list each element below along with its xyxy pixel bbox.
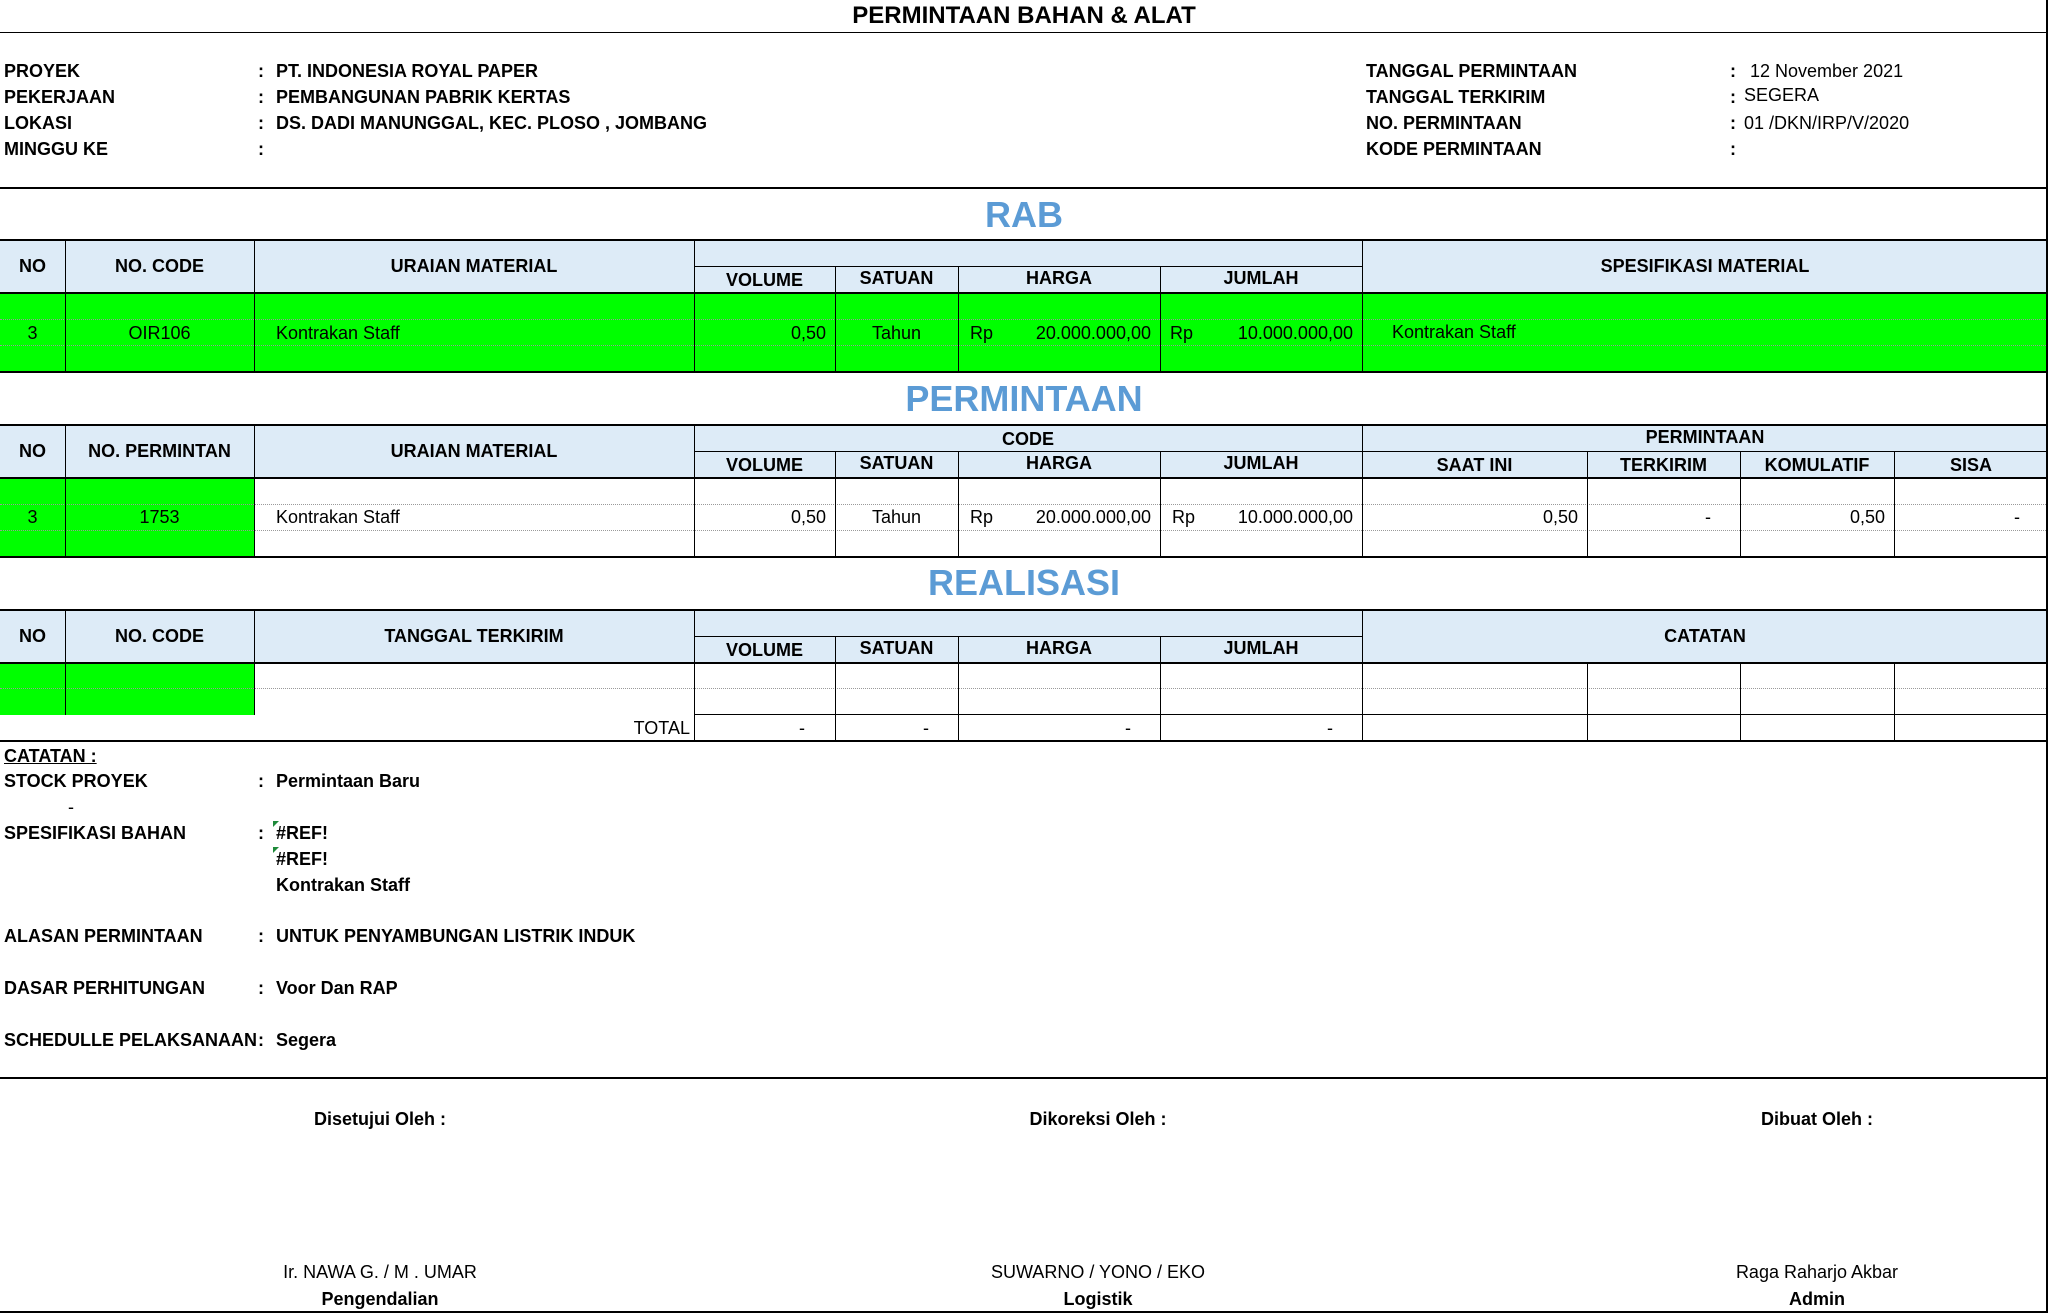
border — [0, 609, 2048, 611]
cell-volume: 0,50 — [790, 507, 826, 527]
sep: : — [258, 771, 264, 791]
sep: : — [258, 926, 264, 946]
cell-harga: 20.000.000,00 — [1035, 507, 1151, 527]
label-tanggal-permintaan: TANGGAL PERMINTAAN — [1366, 61, 1577, 81]
col-header-harga: HARGA — [1026, 638, 1092, 658]
label-stock-proyek: STOCK PROYEK — [4, 771, 148, 791]
col-header-satuan: SATUAN — [859, 268, 934, 288]
cell-no-permintaan: 1753 — [139, 507, 180, 527]
border — [694, 636, 1362, 637]
cell-komulatif: 0,50 — [1849, 507, 1885, 527]
catatan-title: CATATAN : — [4, 746, 97, 766]
col-header-jumlah: JUMLAH — [1223, 268, 1299, 288]
sep: : — [258, 1030, 264, 1050]
cell-harga: 20.000.000,00 — [1035, 323, 1151, 343]
col-header-no-permintaan: NO. PERMINTAN — [88, 441, 231, 461]
page-title: PERMINTAAN BAHAN & ALAT — [852, 2, 1196, 29]
signature-name-dikoreksi: SUWARNO / YONO / EKO — [990, 1262, 1206, 1282]
row-gridline — [0, 319, 2048, 320]
signature-caption-dibuat: Dibuat Oleh : — [1761, 1109, 1873, 1129]
sep: : — [1730, 113, 1736, 133]
sep: : — [258, 113, 264, 133]
cell-uraian: Kontrakan Staff — [276, 507, 400, 527]
cell-satuan: Tahun — [871, 323, 922, 343]
cell-sisa: - — [2014, 507, 2020, 527]
col-header-komulatif: KOMULATIF — [1764, 455, 1870, 475]
cell-jumlah-currency: Rp — [1170, 323, 1194, 343]
border — [694, 240, 695, 372]
border — [694, 266, 1362, 267]
signature-caption-dikoreksi: Dikoreksi Oleh : — [1029, 1109, 1167, 1129]
label-dasar-perhitungan: DASAR PERHITUNGAN — [4, 978, 206, 998]
cell-spesifikasi: Kontrakan Staff — [1392, 322, 1516, 342]
section-title-permintaan: PERMINTAAN — [905, 378, 1143, 419]
col-header-jumlah: JUMLAH — [1223, 638, 1299, 658]
col-header-volume: VOLUME — [725, 640, 803, 660]
border — [1587, 663, 1588, 741]
border — [0, 292, 2048, 294]
col-header-tanggal: TANGGAL TERKIRIM — [384, 626, 564, 646]
col-header-harga: HARGA — [1026, 268, 1092, 288]
sep: : — [258, 139, 264, 159]
border — [0, 371, 2048, 373]
value-spesifikasi-2: #REF! — [276, 849, 329, 869]
cell-error-marker-icon — [273, 821, 279, 827]
label-alasan-permintaan: ALASAN PERMINTAAN — [4, 926, 203, 946]
col-header-no: NO — [19, 256, 46, 276]
sep: : — [1730, 139, 1736, 159]
cell-error-marker-icon — [273, 847, 279, 853]
border — [1894, 663, 1895, 741]
total-harga: - — [1125, 718, 1131, 738]
value-stock-proyek: Permintaan Baru — [276, 771, 421, 791]
border — [694, 714, 2048, 715]
row-gridline — [0, 345, 2048, 346]
col-header-code: NO. CODE — [114, 626, 204, 646]
cell-harga-currency: Rp — [970, 507, 994, 527]
total-satuan: - — [923, 718, 929, 738]
col-header-sisa: SISA — [1949, 455, 1992, 475]
signature-name-disetujui: Ir. NAWA G. / M . UMAR — [283, 1262, 477, 1282]
value-spesifikasi-1: #REF! — [276, 823, 329, 843]
cell-satuan: Tahun — [871, 507, 922, 527]
highlighted-cells-bg — [0, 663, 254, 715]
total-volume: - — [799, 718, 805, 738]
value-alasan-permintaan: UNTUK PENYAMBUNGAN LISTRIK INDUK — [276, 926, 636, 946]
col-group-header-permintaan: PERMINTAAN — [1645, 427, 1765, 447]
cell-jumlah-currency: Rp — [1172, 507, 1196, 527]
cell-volume: 0,50 — [790, 323, 826, 343]
value-pekerjaan: PEMBANGUNAN PABRIK KERTAS — [276, 87, 571, 107]
sep: : — [1730, 61, 1736, 81]
cell-jumlah: 10.000.000,00 — [1237, 323, 1353, 343]
col-header-uraian: URAIAN MATERIAL — [390, 256, 558, 276]
label-kode-permintaan: KODE PERMINTAAN — [1366, 139, 1542, 159]
cell-no: 3 — [27, 323, 38, 343]
col-header-jumlah: JUMLAH — [1223, 453, 1299, 473]
value-lokasi: DS. DADI MANUNGGAL, KEC. PLOSO , JOMBANG — [276, 113, 708, 133]
label-schedule-pelaksanaan: SCHEDULLE PELAKSANAAN — [4, 1030, 258, 1050]
value-stock-sub: - — [68, 797, 74, 817]
col-header-no: NO — [19, 626, 46, 646]
col-header-code: NO. CODE — [114, 256, 204, 276]
col-group-header-code: CODE — [1001, 429, 1054, 449]
border — [0, 239, 2048, 241]
signature-role-dikoreksi: Logistik — [1063, 1289, 1133, 1309]
section-title-rab: RAB — [985, 194, 1063, 235]
col-header-terkirim: TERKIRIM — [1620, 455, 1707, 475]
signature-name-dibuat: Raga Raharjo Akbar — [1735, 1262, 1899, 1282]
signature-role-dibuat: Admin — [1789, 1289, 1845, 1309]
label-spesifikasi-bahan: SPESIFIKASI BAHAN — [4, 823, 187, 843]
sep: : — [258, 87, 264, 107]
border — [694, 451, 2048, 452]
col-header-saat-ini: SAAT INI — [1436, 455, 1513, 475]
col-header-uraian: URAIAN MATERIAL — [390, 441, 558, 461]
divider — [0, 187, 2048, 189]
cell-uraian: Kontrakan Staff — [276, 323, 400, 343]
sep: : — [1730, 87, 1736, 107]
total-jumlah: - — [1327, 718, 1333, 738]
label-proyek: PROYEK — [4, 61, 81, 81]
value-proyek: PT. INDONESIA ROYAL PAPER — [276, 61, 539, 81]
cell-code: OIR106 — [128, 323, 191, 343]
sep: : — [258, 978, 264, 998]
value-dasar-perhitungan: Voor Dan RAP — [276, 978, 398, 998]
col-header-satuan: SATUAN — [859, 638, 934, 658]
label-minggu-ke: MINGGU KE — [4, 139, 109, 159]
cell-no: 3 — [27, 507, 38, 527]
value-no-permintaan: 01 /DKN/IRP/V/2020 — [1744, 113, 1910, 133]
signature-caption-disetujui: Disetujui Oleh : — [313, 1109, 446, 1129]
total-label: TOTAL — [633, 718, 690, 738]
divider — [0, 32, 2048, 33]
sep: : — [258, 823, 264, 843]
label-pekerjaan: PEKERJAAN — [4, 87, 116, 107]
value-tanggal-permintaan: 12 November 2021 — [1750, 61, 1904, 81]
col-header-volume: VOLUME — [725, 270, 803, 290]
cell-saat-ini: 0,50 — [1542, 507, 1578, 527]
value-tanggal-terkirim: SEGERA — [1744, 85, 1820, 105]
section-title-realisasi: REALISASI — [927, 562, 1121, 603]
col-header-harga: HARGA — [1026, 453, 1092, 473]
value-spesifikasi-3: Kontrakan Staff — [276, 875, 411, 895]
cell-jumlah: 10.000.000,00 — [1237, 507, 1353, 527]
col-header-spesifikasi: SPESIFIKASI MATERIAL — [1600, 256, 1810, 276]
label-lokasi: LOKASI — [4, 113, 73, 133]
divider — [0, 1077, 2048, 1079]
value-schedule-pelaksanaan: Segera — [276, 1030, 337, 1050]
sep: : — [258, 61, 264, 81]
label-tanggal-terkirim: TANGGAL TERKIRIM — [1366, 87, 1546, 107]
col-header-satuan: SATUAN — [859, 453, 934, 473]
cell-harga-currency: Rp — [970, 323, 994, 343]
cell-terkirim: - — [1705, 507, 1711, 527]
label-no-permintaan: NO. PERMINTAAN — [1366, 113, 1522, 133]
col-header-catatan: CATATAN — [1664, 626, 1746, 646]
signature-role-disetujui: Pengendalian — [321, 1289, 439, 1309]
border — [0, 424, 2048, 426]
border — [1740, 663, 1741, 741]
col-header-no: NO — [19, 441, 46, 461]
col-header-volume: VOLUME — [725, 455, 803, 475]
